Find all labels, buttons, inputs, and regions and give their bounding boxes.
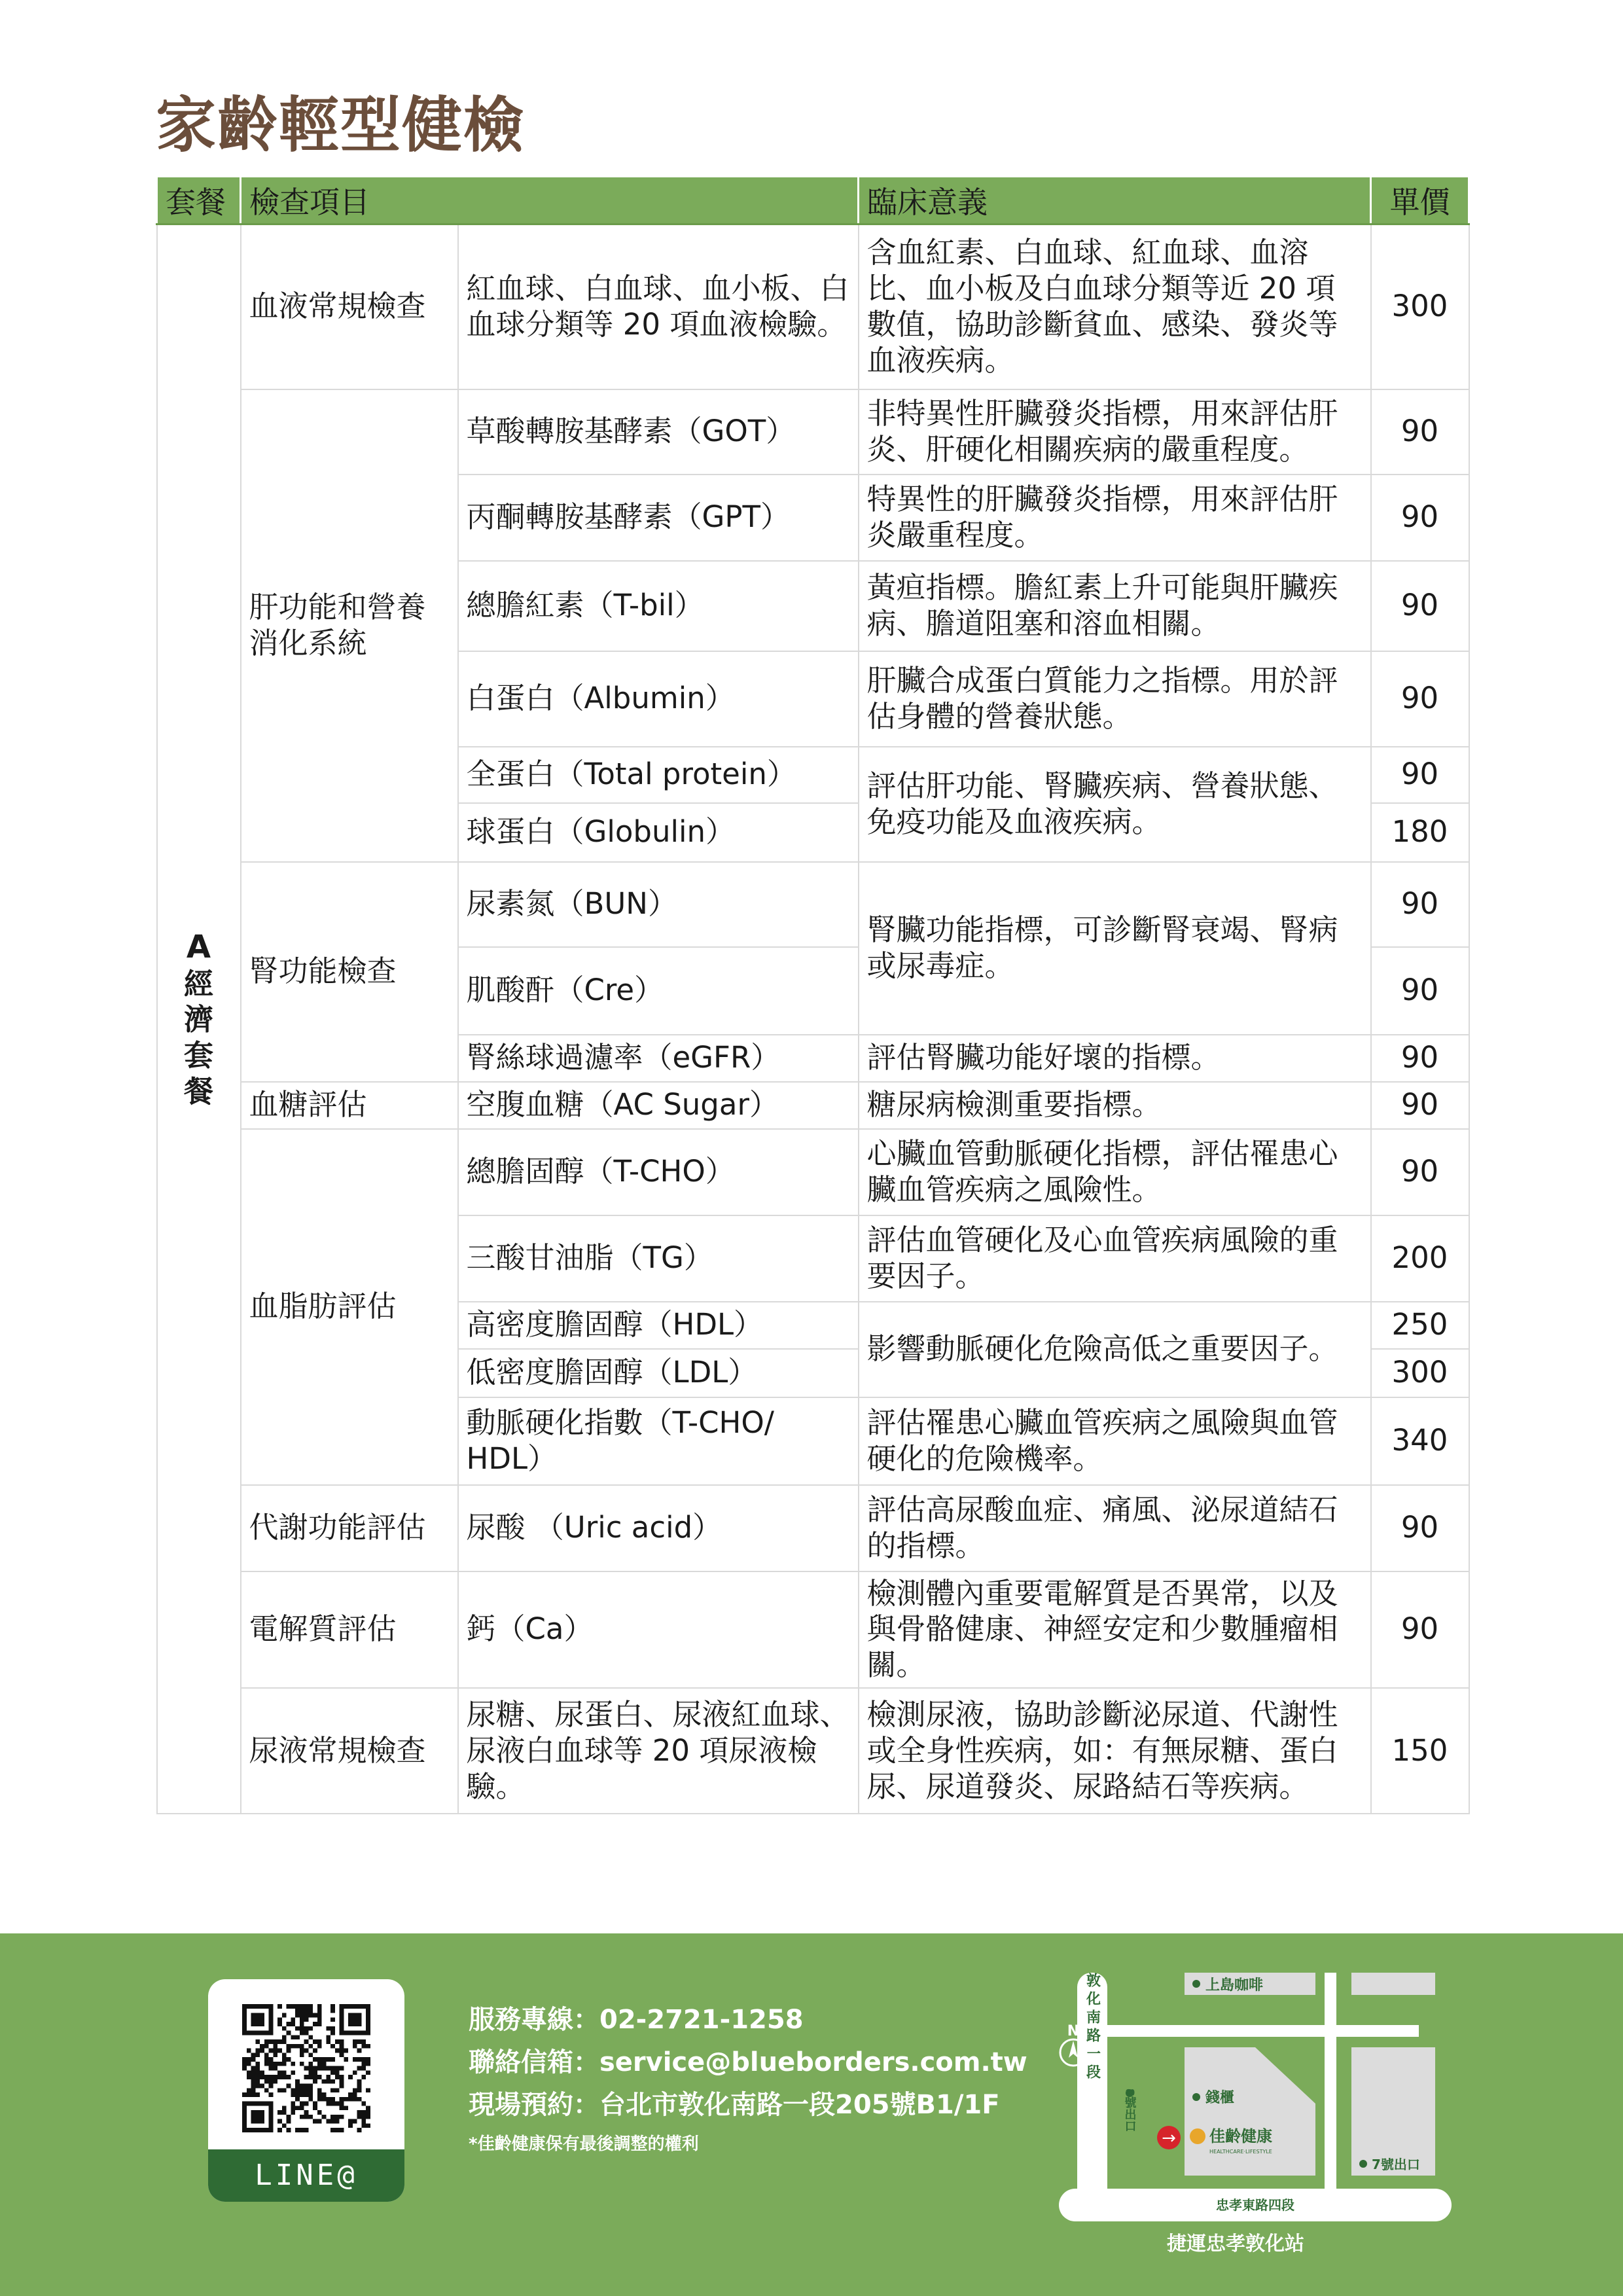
item-cell: 鈣（Ca） [458,1571,859,1689]
map-exit7-label: 7號出口 [1372,2157,1420,2172]
meaning-cell: 評估肝功能、腎臟疾病、營養狀態、免疫功能及血液疾病。 [859,747,1371,862]
item-cell: 尿酸 （Uric acid） [458,1485,859,1571]
category-cell: 血糖評估 [241,1082,458,1129]
price-cell: 90 [1371,1571,1469,1689]
category-cell: 腎功能檢查 [241,862,458,1082]
price-cell: 340 [1371,1397,1469,1485]
meaning-cell: 評估血管硬化及心血管疾病風險的重要因子。 [859,1215,1371,1302]
building-top-right [1351,1973,1435,1995]
price-cell: 90 [1371,947,1469,1035]
category-cell: 血液常規檢查 [241,224,458,389]
building-bank [1185,2047,1315,2176]
category-cell: 肝功能和營養消化系統 [241,389,458,862]
item-cell: 三酸甘油脂（TG） [458,1215,859,1302]
item-cell: 空腹血糖（AC Sugar） [458,1082,859,1129]
header-price: 單價 [1371,177,1469,224]
price-cell: 90 [1371,1082,1469,1129]
table-row [157,224,1469,389]
price-cell: 90 [1371,475,1469,561]
header-meaning: 臨床意義 [859,177,1371,224]
item-cell: 尿素氮（BUN） [458,862,859,947]
price-cell: 200 [1371,1215,1469,1302]
header-items: 檢查項目 [241,177,859,224]
category-cell: 代謝功能評估 [241,1485,458,1571]
package-name: 經濟套餐 [183,966,213,1109]
footer-band [0,1933,1623,2296]
meaning-cell: 糖尿病檢測重要指標。 [859,1082,1371,1129]
map-road-vertical-label: 敦化南路一段 [1084,1973,1101,2083]
item-cell: 丙酮轉胺基酵素（GPT） [458,475,859,561]
price-cell: 300 [1371,224,1469,389]
bank-dot-icon [1192,2093,1200,2101]
map-north-label: N [1067,2023,1080,2039]
map-station-label: 捷運忠孝敦化站 [1167,2233,1304,2255]
map-bank-label: 錢櫃 [1205,2090,1235,2106]
item-cell: 肌酸酐（Cre） [458,947,859,1035]
item-cell: 總膽固醇（T-CHO） [458,1129,859,1215]
disclaimer-note: *佳齡健康保有最後調整的權利 [469,2134,699,2154]
price-cell: 150 [1371,1688,1469,1814]
price-cell: 90 [1371,862,1469,947]
price-cell: 90 [1371,651,1469,747]
item-cell: 紅血球、白血球、血小板、白血球分類等 20 項血液檢驗。 [458,224,859,389]
brand-logo-icon [1190,2128,1205,2144]
table-row [157,1688,1469,1814]
price-cell: 90 [1371,1485,1469,1571]
item-cell: 高密度膽固醇（HDL） [458,1302,859,1349]
line-label: LINE@ [208,2149,404,2202]
item-cell: 球蛋白（Globulin） [458,803,859,862]
meaning-cell: 評估腎臟功能好壞的指標。 [859,1035,1371,1082]
table-row [157,1082,1469,1129]
price-cell: 300 [1371,1349,1469,1397]
location-map [1059,1973,1465,2261]
category-cell: 電解質評估 [241,1571,458,1689]
meaning-cell: 非特異性肝臟發炎指標，用來評估肝炎、肝硬化相關疾病的嚴重程度。 [859,389,1371,475]
table-row [157,1129,1469,1215]
item-cell: 尿糖、尿蛋白、尿液紅血球、尿液白血球等 20 項尿液檢驗。 [458,1688,859,1814]
meaning-cell: 黃疸指標。膽紅素上升可能與肝臟疾病、膽道阻塞和溶血相關。 [859,561,1371,651]
item-cell: 低密度膽固醇（LDL） [458,1349,859,1397]
item-cell: 總膽紅素（T-bil） [458,561,859,651]
map-exit8-label: 8號出口 [1122,2088,1137,2132]
meaning-cell: 含血紅素、白血球、紅血球、血溶比、血小板及白血球分類等近 20 項數值，協助診斷貧血、感染、發炎等血液疾病。 [859,224,1371,389]
category-cell: 血脂肪評估 [241,1129,458,1485]
package-cell [157,224,241,1814]
exit7-dot-icon [1359,2160,1367,2168]
table-row [157,1571,1469,1689]
meaning-cell: 影響動脈硬化危險高低之重要因子。 [859,1302,1371,1397]
compass-needle-icon [1069,2041,1078,2058]
arrow-glyph: → [1162,2128,1176,2148]
item-cell: 全蛋白（Total protein） [458,747,859,803]
cafe-dot-icon [1192,1980,1200,1988]
price-table [156,175,1470,1814]
price-cell: 180 [1371,803,1469,862]
address-line: 現場預約：台北市敦化南路一段205號B1/1F [469,2090,1000,2120]
price-cell: 90 [1371,389,1469,475]
price-cell: 90 [1371,1129,1469,1215]
meaning-cell: 檢測體內重要電解質是否異常，以及與骨骼健康、神經安定和少數腫瘤相關。 [859,1571,1371,1689]
table-row [157,862,1469,947]
qr-code-icon[interactable] [242,2004,370,2132]
meaning-cell: 特異性的肝臟發炎指標，用來評估肝炎嚴重程度。 [859,475,1371,561]
map-road-horizontal-label: 忠孝東路四段 [1216,2197,1294,2213]
meaning-cell: 腎臟功能指標，可診斷腎衰竭、腎病或尿毒症。 [859,862,1371,1035]
category-cell: 尿液常規檢查 [241,1688,458,1814]
item-cell: 腎絲球過濾率（eGFR） [458,1035,859,1082]
price-cell: 90 [1371,1035,1469,1082]
package-letter: A [186,929,211,966]
table-row [157,1485,1469,1571]
line-qr-card[interactable] [208,1979,404,2202]
side-street-shape [1107,2025,1419,2037]
meaning-cell: 評估高尿酸血症、痛風、泌尿道結石的指標。 [859,1485,1371,1571]
price-cell: 90 [1371,561,1469,651]
phone-line[interactable]: 服務專線：02-2721-1258 [469,2005,804,2035]
meaning-cell: 評估罹患心臟血管疾病之風險與血管硬化的危險機率。 [859,1397,1371,1485]
map-brand-label: 佳齡健康 [1209,2127,1272,2145]
side-street-vertical-shape [1325,1973,1336,2189]
table-row [157,389,1469,475]
price-cell: 90 [1371,747,1469,803]
table-header-row [157,177,1469,224]
meaning-cell: 肝臟合成蛋白質能力之指標。用於評估身體的營養狀態。 [859,651,1371,747]
email-line[interactable]: 聯絡信箱：service@blueborders.com.tw [469,2047,1027,2077]
price-cell: 250 [1371,1302,1469,1349]
meaning-cell: 心臟血管動脈硬化指標，評估罹患心臟血管疾病之風險性。 [859,1129,1371,1215]
item-cell: 動脈硬化指數（T-CHO/ HDL） [458,1397,859,1485]
map-cafe-label: 上島咖啡 [1205,1977,1264,1994]
contact-info [469,1999,1027,2155]
header-package: 套餐 [157,177,241,224]
map-brand-sub: HEALTHCARE·LIFESTYLE [1209,2149,1272,2155]
item-cell: 白蛋白（Albumin） [458,651,859,747]
item-cell: 草酸轉胺基酵素（GOT） [458,389,859,475]
page-title: 家齡輕型健檢 [156,90,526,160]
meaning-cell: 檢測尿液，協助診斷泌尿道、代謝性或全身性疾病，如：有無尿糖、蛋白尿、尿道發炎、尿路結石等疾病。 [859,1688,1371,1814]
